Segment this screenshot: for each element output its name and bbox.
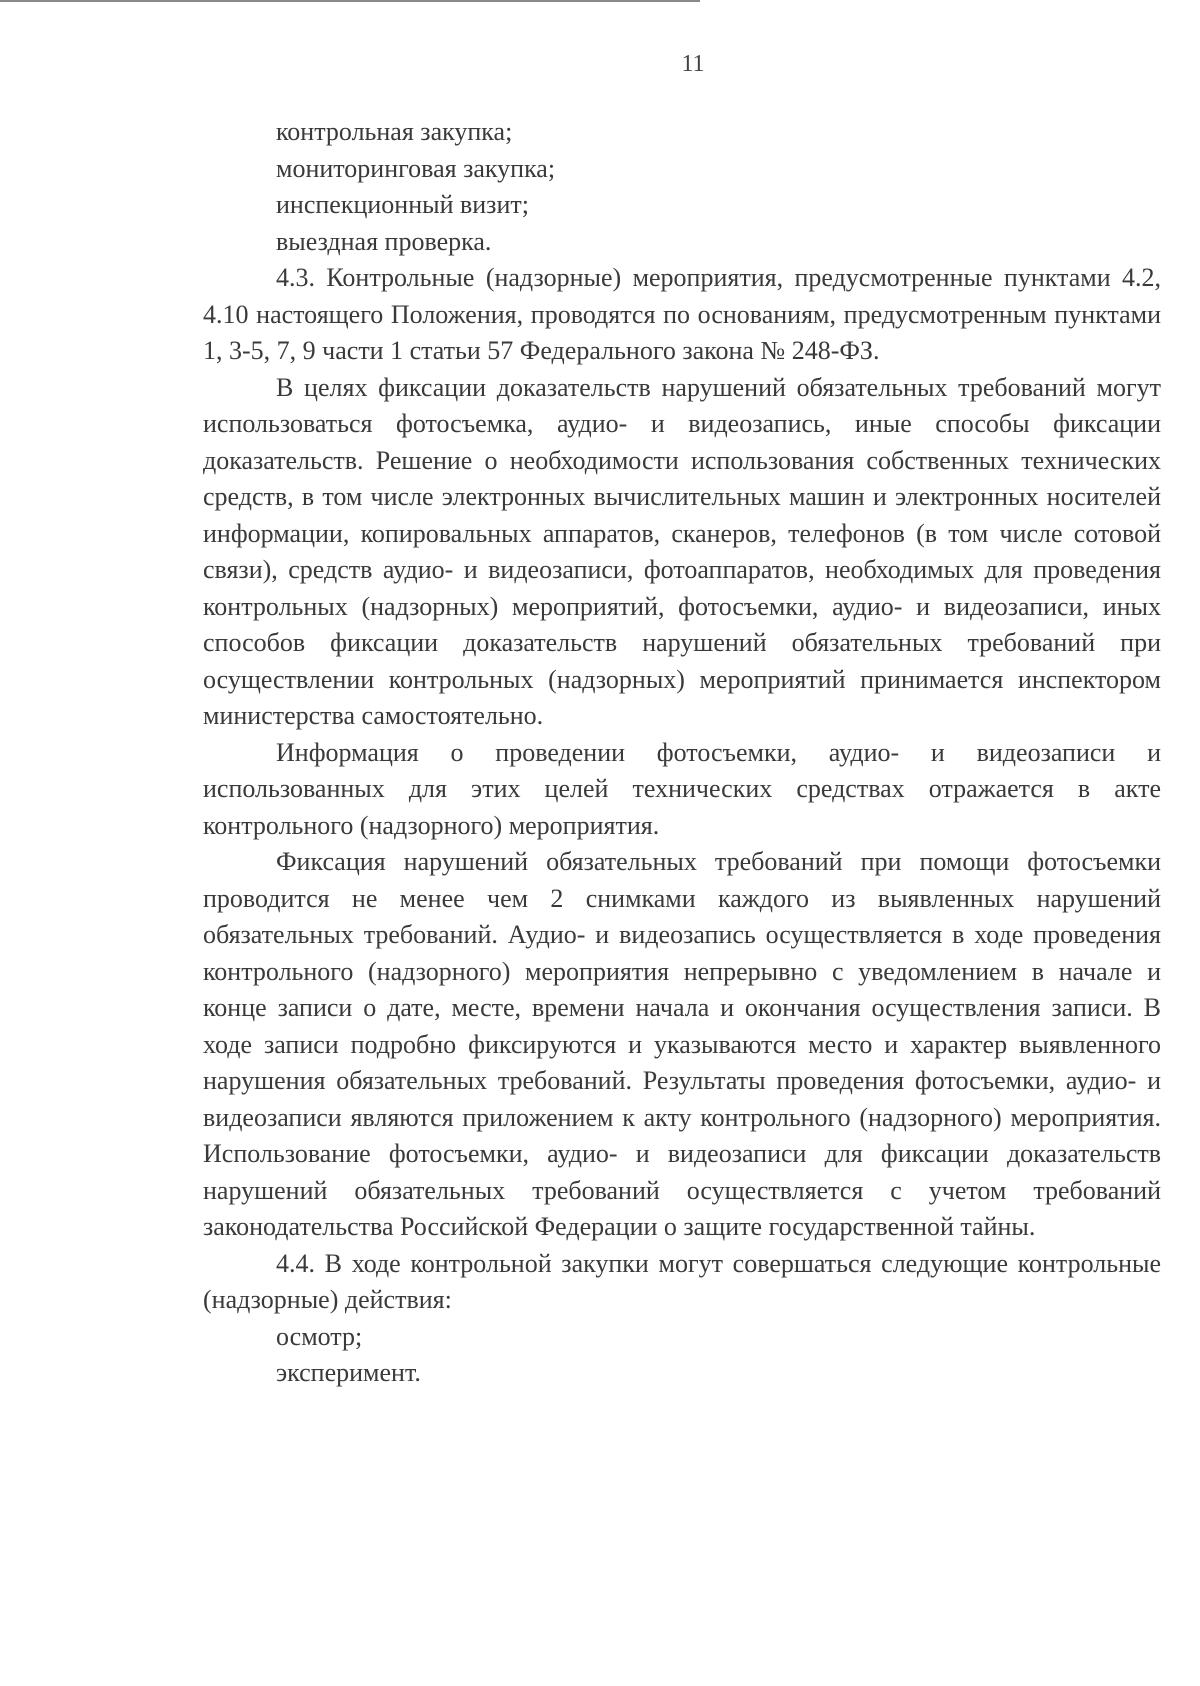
- list-item: осмотр;: [276, 1321, 363, 1351]
- paragraph-4-4: 4.4. В ходе контрольной закупки могут совершаться следующие контрольные (надзорные) действия:: [203, 1248, 1161, 1314]
- list-item: мониторинговая закупка;: [276, 153, 556, 183]
- paragraph-evidence-fixation: В целях фиксации доказательств нарушений обязательных требований могут использоваться фотосъемка, аудио- и видеозапись, иные способы фиксации доказательств. Решение о необходимости использования собственных технических средств, в том числе электронных вычислительных машин и электронных носителей информации, копировальных аппаратов, сканеров, телефонов (в том числе сотовой связи), средств аудио- и видеозаписи, фотоаппаратов, необходимых для проведения контрольных (надзорных) мероприятий, фотосъемки, аудио- и видеозаписи, иных способов фиксации доказательств нарушений обязательных требований при осуществлении контрольных (надзорных) мероприятий принимается инспектором министерства самостоятельно.: [203, 372, 1161, 730]
- paragraph-photo-video-fixation: Фиксация нарушений обязательных требований при помощи фотосъемки проводится не менее чем 2 снимками каждого из выявленных нарушений обязательных требований. Аудио- и видеозапись осуществляется в ходе проведения контрольного (надзорного) мероприятия непрерывно с уведомлением в начале и конце записи о дате, месте, времени начала и окончания осуществления записи. В ходе записи подробно фиксируются и указываются место и характер выявленного нарушения обязательных требований. Результаты проведения фотосъемки, аудио- и видеозаписи являются приложением к акту контрольного (надзорного) мероприятия. Использование фотосъемки, аудио- и видеозаписи для фиксации доказательств нарушений обязательных требований осуществляется с учетом требований законодательства Российской Федерации о защите государственной тайны.: [203, 847, 1161, 1241]
- paragraph-4-3: 4.3. Контрольные (надзорные) мероприятия, предусмотренные пунктами 4.2, 4.10 настоящего Положения, проводятся по основаниям, предусмотренным пунктами 1, 3-5, 7, 9 части 1 статьи 57 Федерального закона № 248-ФЗ.: [203, 263, 1161, 365]
- document-body: [203, 114, 1161, 1392]
- list-item: выездная проверка.: [276, 226, 492, 256]
- list-item: инспекционный визит;: [276, 190, 529, 219]
- scan-edge-line: [0, 0, 700, 2]
- list-item: контрольная закупка;: [276, 117, 513, 146]
- list-item: эксперимент.: [276, 1358, 421, 1387]
- page-number: 11: [681, 51, 705, 77]
- paragraph-info-in-act: Информация о проведении фотосъемки, аудио- и видеозаписи и использованных для этих целей технических средствах отражается в акте контрольного (надзорного) мероприятия.: [203, 737, 1161, 840]
